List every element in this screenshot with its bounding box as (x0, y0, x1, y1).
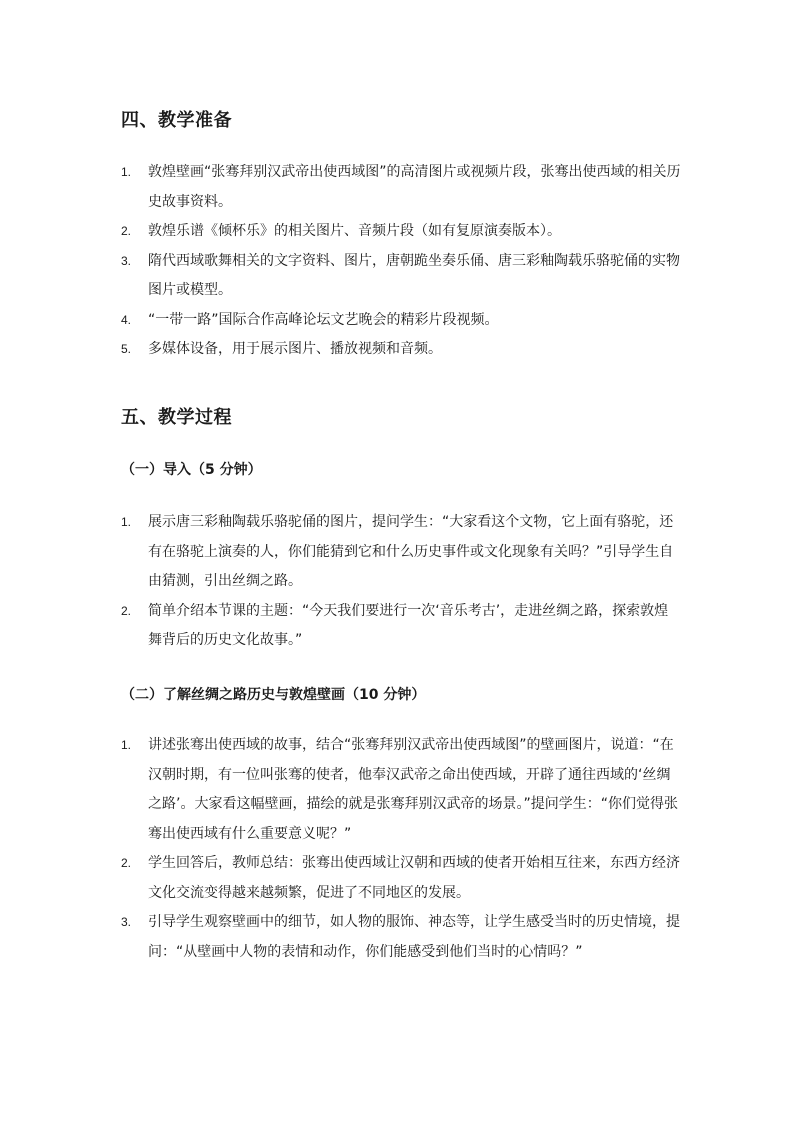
list-number: 3. (121, 915, 132, 929)
list-number: 2. (121, 856, 132, 870)
list-text: 引导学生观察壁画中的细节，如人物的服饰、神态等，让学生感受当时的历史情境，提问：“从壁画中人物的表情和动作，你们能感受到他们当时的心情吗？” (148, 914, 680, 960)
subsection-heading-silk-road: （二）了解丝绸之路历史与敦煌壁画（10 分钟） (121, 687, 426, 703)
list-text: 展示唐三彩釉陶载乐骆驼俑的图片，提问学生：“大家看这个文物，它上面有骆驼，还有在骆驼上演奏的人，你们能猜到它和什么历史事件或文化现象有关吗？”引导学生自由猜测，引出丝绸之路。 (148, 514, 674, 589)
list-item (121, 158, 681, 217)
silk-road-list (121, 731, 681, 967)
list-number: 4. (121, 312, 132, 327)
list-item (121, 306, 681, 336)
list-item (121, 508, 681, 597)
section-heading-prep: 四、教学准备 (121, 110, 232, 131)
list-text: 学生回答后，教师总结：张骞出使西域让汉朝和西域的使者开始相互往来，东西方经济文化交流变得越来越频繁，促进了不同地区的发展。 (148, 855, 680, 901)
list-text: 敦煌壁画“张骞拜别汉武帝出使西域图”的高清图片或视频片段，张骞出使西域的相关历史故事资料。 (148, 164, 681, 210)
list-text: 简单介绍本节课的主题：“今天我们要进行一次‘音乐考古’，走进丝绸之路，探索敦煌舞背后的历史文化故事。” (148, 602, 669, 648)
list-item (121, 731, 681, 849)
list-number: 1. (121, 165, 132, 179)
list-item (121, 335, 681, 365)
list-number: 2. (121, 224, 132, 238)
list-item (121, 849, 681, 908)
list-text: 敦煌乐谱《倾杯乐》的相关图片、音频片段（如有复原演奏版本）。 (148, 223, 561, 239)
prep-list (121, 158, 681, 365)
list-text: “一带一路”国际合作高峰论坛文艺晚会的精彩片段视频。 (148, 311, 499, 328)
list-number: 2. (121, 603, 132, 618)
list-number: 1. (121, 515, 132, 529)
list-item (121, 597, 681, 656)
list-text: 讲述张骞出使西域的故事，结合“张骞拜别汉武帝出使西域图”的壁画图片，说道：“在汉朝时期，有一位叫张骞的使者，他奉汉武帝之命出使西域，开辟了通往西域的‘丝绸之路’。大家看这幅壁画，描绘的就是张骞拜别汉武帝的场景。”提问学生：“你们觉得张骞出使西域有什么重要意义呢？” (148, 737, 678, 842)
list-text: 多媒体设备，用于展示图片、播放视频和音频。 (148, 341, 442, 357)
intro-list (121, 508, 681, 656)
list-number: 3. (121, 253, 132, 268)
section-heading-process: 五、教学过程 (121, 407, 232, 428)
list-number: 5. (121, 342, 132, 356)
list-item (121, 217, 681, 247)
subsection-heading-intro: （一）导入（5 分钟） (121, 462, 262, 478)
list-item (121, 908, 681, 967)
list-item (121, 247, 681, 306)
list-number: 1. (121, 738, 132, 752)
list-text: 隋代西域歌舞相关的文字资料、图片，唐朝跪坐奏乐俑、唐三彩釉陶载乐骆驼俑的实物图片或模型。 (148, 252, 680, 298)
